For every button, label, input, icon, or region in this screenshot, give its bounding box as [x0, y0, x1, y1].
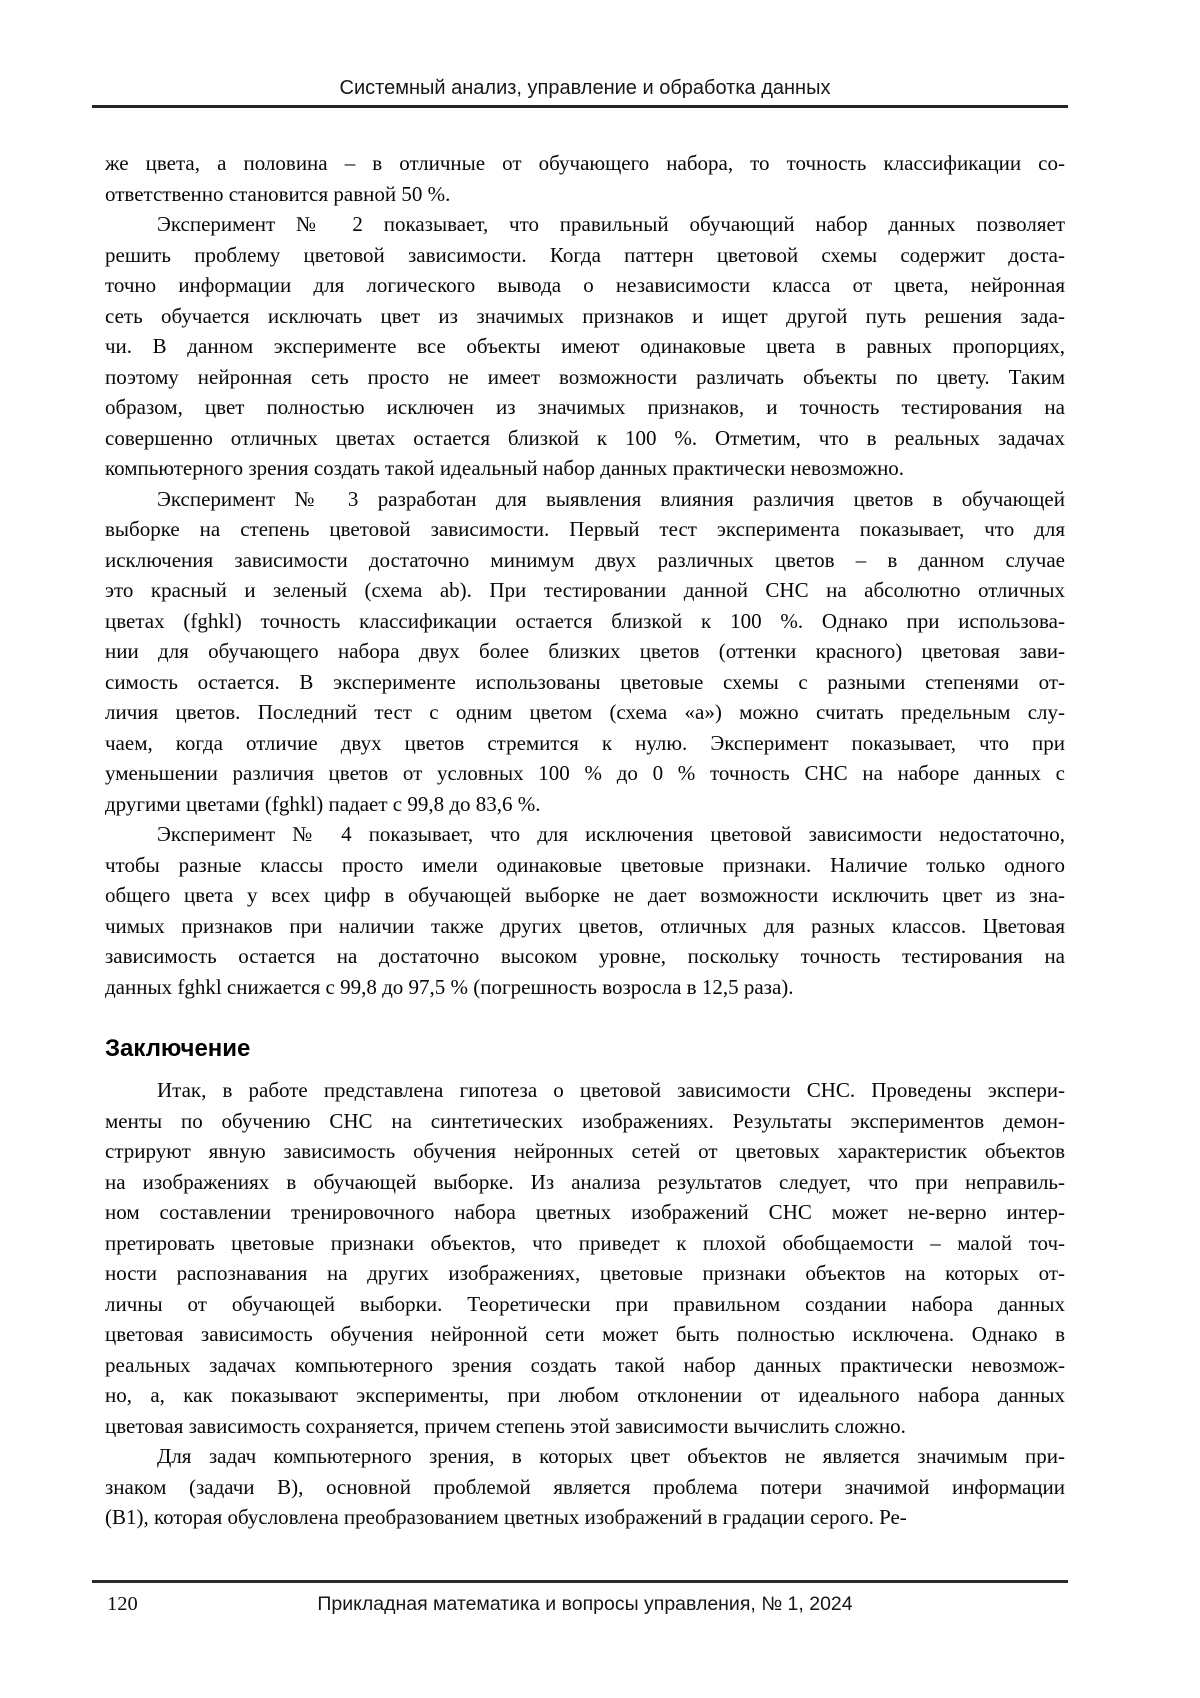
- page-footer: [105, 1592, 1065, 1622]
- text-line: зависимость остается на достаточно высоком уровне, поскольку точность тестирования на: [105, 944, 1065, 968]
- text-line: образом, цвет полностью исключен из значимых признаков, и точность тестирования на: [105, 395, 1065, 419]
- text-line: претировать цветовые признаки объектов, что приведет к плохой обобщаемости – малой точ-: [105, 1230, 1065, 1255]
- text-line: реальных задачах компьютерного зрения создать такой набор данных практически невозмож-: [105, 1352, 1065, 1377]
- text-line: ответственно становится равной 50 %.: [105, 181, 451, 206]
- text-line: данных fghkl снижается с 99,8 до 97,5 % (погрешность возросла в 12,5 раза).: [105, 974, 794, 999]
- section-heading-conclusion: Заключение: [105, 1035, 251, 1062]
- text-line: знаком (задачи B), основной проблемой является проблема потери значимой информации: [105, 1474, 1065, 1499]
- text-line: общего цвета у всех цифр в обучающей выборке не дает возможности исключить цвет из зна-: [105, 883, 1065, 907]
- text-line: Итак, в работе представлена гипотеза о цветовой зависимости СНС. Проведены экспери-: [157, 1078, 1065, 1102]
- journal-footer-title: Прикладная математика и вопросы управления, № 1, 2024: [317, 1593, 853, 1615]
- text-line: решить проблему цветовой зависимости. Когда паттерн цветовой схемы содержит доста-: [105, 242, 1065, 267]
- body-paragraph-6: [105, 1441, 1065, 1533]
- text-line: менты по обучению СНС на синтетических изображениях. Результаты экспериментов демон-: [105, 1108, 1065, 1133]
- text-line: выборке на степень цветовой зависимости. Первый тест эксперимента показывает, что для: [105, 517, 1065, 541]
- text-line: Эксперимент № 2 показывает, что правильный обучающий набор данных позволяет: [157, 212, 1065, 236]
- text-line: ности распознавания на других изображениях, цветовые признаки объектов на которых от-: [105, 1261, 1065, 1285]
- page-number: 120: [107, 1593, 138, 1615]
- text-line: нии для обучающего набора двух более близких цветов (оттенки красного) цветовая зави-: [105, 639, 1065, 663]
- text-line: Эксперимент № 3 разработан для выявления влияния различия цветов в обучающей: [157, 486, 1065, 511]
- text-line: сеть обучается исключать цвет из значимых признаков и ищет другой путь решения зада-: [105, 303, 1065, 328]
- body-paragraph-5: [105, 1075, 1065, 1441]
- text-line: на изображениях в обучающей выборке. Из анализа результатов следует, что при неправиль-: [105, 1169, 1065, 1194]
- text-line: чаем, когда отличие двух цветов стремится к нулю. Эксперимент показывает, что при: [105, 730, 1065, 755]
- page-body: [105, 148, 1065, 1533]
- text-line: точно информации для логического вывода о независимости класса от цвета, нейронная: [105, 273, 1065, 297]
- text-line: чи. В данном эксперименте все объекты имеют одинаковые цвета в равных пропорциях,: [105, 334, 1065, 358]
- text-line: чимых признаков при наличии также других цветов, отличных для разных классов. Цветовая: [105, 913, 1065, 938]
- body-paragraph-1: [105, 148, 1065, 209]
- text-line: стрируют явную зависимость обучения нейронных сетей от цветовых характеристик объектов: [105, 1139, 1065, 1163]
- running-header-title: Системный анализ, управление и обработка данных: [339, 77, 831, 99]
- text-line: другими цветами (fghkl) падает с 99,8 до 83,6 %.: [105, 791, 541, 816]
- text-line: но, а, как показывают эксперименты, при любом отклонении от идеального набора данных: [105, 1383, 1065, 1407]
- text-line: исключения зависимости достаточно минимум двух различных цветов – в данном случае: [105, 547, 1065, 572]
- text-line: совершенно отличных цветах остается близкой к 100 %. Отметим, что в реальных задачах: [105, 425, 1065, 450]
- body-paragraph-3: [105, 484, 1065, 820]
- body-paragraph-2: [105, 209, 1065, 484]
- text-line: компьютерного зрения создать такой идеальный набор данных практически невозможно.: [105, 456, 905, 480]
- text-line: Эксперимент № 4 показывает, что для исключения цветовой зависимости недостаточно,: [157, 822, 1065, 846]
- text-line: цветовая зависимость сохраняется, причем степень этой зависимости вычислить сложно.: [105, 1413, 906, 1438]
- text-line: это красный и зеленый (схема ab). При тестировании данной СНС на абсолютно отличных: [105, 578, 1065, 602]
- text-line: цветовая зависимость обучения нейронной сети может быть полностью исключена. Однако в: [105, 1322, 1065, 1346]
- text-line: Для задач компьютерного зрения, в которых цвет объектов не является значимым при-: [157, 1444, 1065, 1468]
- text-line: симость остается. В эксперименте использованы цветовые схемы с разными степенями от-: [105, 669, 1065, 694]
- text-line: личны от обучающей выборки. Теоретически при правильном создании набора данных: [105, 1291, 1065, 1316]
- text-line: поэтому нейронная сеть просто не имеет возможности различать объекты по цвету. Таким: [105, 364, 1065, 389]
- text-line: ном составлении тренировочного набора цветных изображений СНС может не-верно интер-: [105, 1200, 1065, 1224]
- text-line: чтобы разные классы просто имели одинаковые цветовые признаки. Наличие только одного: [105, 852, 1065, 877]
- header-rule: [92, 105, 1068, 108]
- text-line: же цвета, а половина – в отличные от обучающего набора, то точность классификации со-: [105, 151, 1065, 175]
- text-line: личия цветов. Последний тест с одним цветом (схема «а») можно считать предельным слу-: [105, 700, 1065, 724]
- footer-rule: [92, 1580, 1068, 1583]
- body-paragraph-4: [105, 819, 1065, 1002]
- text-line: (B1), которая обусловлена преобразованием цветных изображений в градации серого. Ре-: [105, 1505, 907, 1529]
- text-line: цветах (fghkl) точность классификации остается близкой к 100 %. Однако при использова-: [105, 608, 1065, 633]
- text-line: уменьшении различия цветов от условных 100 % до 0 % точность СНС на наборе данных с: [105, 761, 1065, 785]
